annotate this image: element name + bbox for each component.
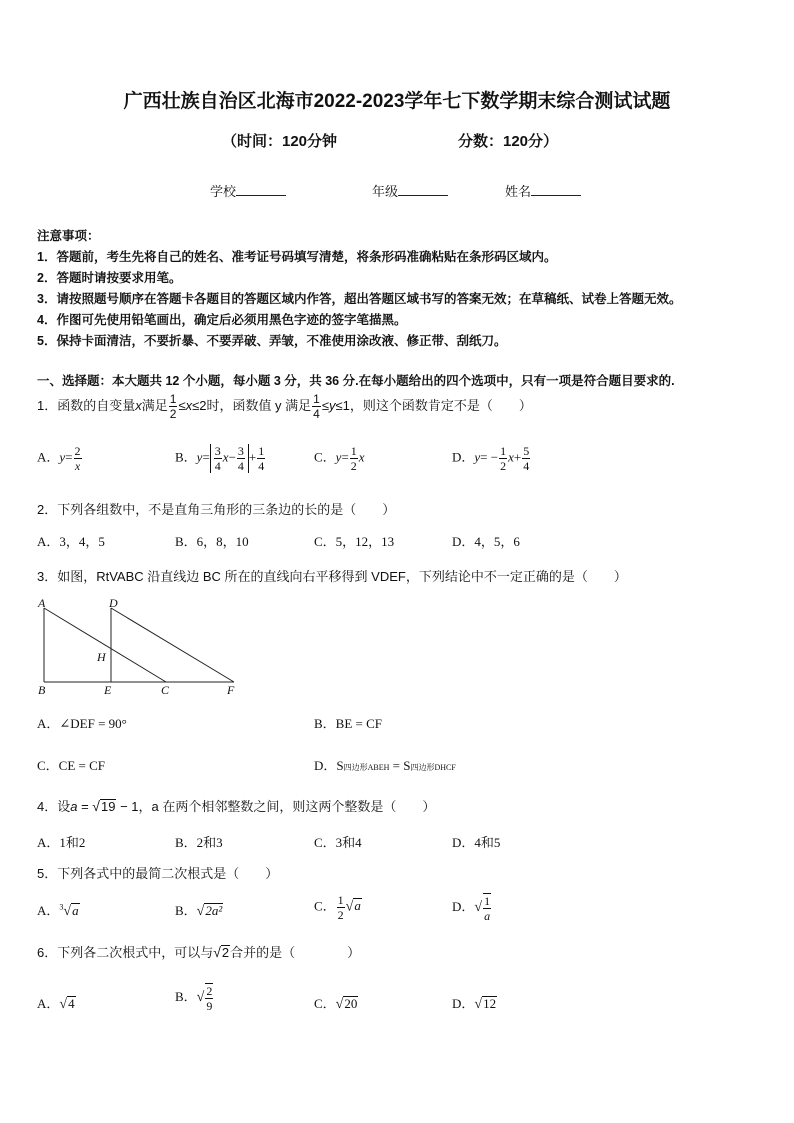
q3-option-b[interactable]: B．BE = CF	[314, 716, 383, 731]
q5-option-a[interactable]: A．$^3$√a	[37, 902, 79, 919]
fraction: $\frac{1}{2}$	[169, 392, 177, 421]
label-a: A	[38, 596, 46, 610]
notice-item: 1．答题前，考生先将自己的姓名、准考证号码填写清楚，将条形码准确粘贴在条形码区域内。	[37, 250, 557, 264]
q4-option-a[interactable]: A．1和2	[37, 835, 86, 850]
q1-option-d[interactable]: D．y= − $\frac{1}{2}$ x+ $\frac{5}{4}$	[452, 444, 530, 473]
q6-option-d[interactable]: D．√12	[452, 996, 497, 1012]
label-e: E	[104, 683, 112, 696]
label-f: F	[227, 683, 235, 696]
q4-option-c[interactable]: C．3和4	[314, 835, 362, 850]
label-b: B	[38, 683, 46, 696]
q4-option-d[interactable]: D．4和5	[452, 835, 501, 850]
label-d: D	[109, 596, 118, 610]
question-1-stem: 1．函数的自变量x满足 $\frac{1}{2}$ ≤x≤2时，函数值 y 满足 $\frac{1}{4}$ ≤y≤1，则这个函数肯定不是（ ）	[37, 392, 532, 421]
grade-blank[interactable]	[398, 183, 448, 196]
score-label: 分数：120分）	[458, 133, 559, 150]
segment-df	[111, 608, 234, 682]
q3-option-d[interactable]: D．S四边形ABEH = S四边形DHCF	[314, 758, 456, 773]
time-label: （时间：120分钟	[222, 133, 338, 150]
q2-option-d[interactable]: D．4，5，6	[452, 534, 520, 549]
notice-item: 4．作图可先使用铅笔画出，确定后必须用黑色字迹的签字笔描黑。	[37, 313, 407, 327]
triangle-translation-figure	[34, 596, 244, 696]
school-blank[interactable]	[236, 183, 286, 196]
q2-option-a[interactable]: A．3，4，5	[37, 534, 105, 549]
label-c: C	[161, 683, 170, 696]
q6-option-a[interactable]: A．√4	[37, 996, 75, 1012]
q4-option-b[interactable]: B．2和3	[175, 835, 223, 850]
question-4-stem: 4．设a = √19 − 1，a 在两个相邻整数之间，则这两个整数是（ ）	[37, 798, 436, 814]
notice-item: 5．保持卡面清洁，不要折暴、不要弄破、弄皱，不准使用涂改液、修正带、刮纸刀。	[37, 334, 507, 348]
q5-option-b[interactable]: B．√2a²	[175, 903, 223, 919]
name-label: 姓名	[505, 184, 532, 199]
q3-option-c[interactable]: C．CE = CF	[37, 758, 106, 773]
label-h: H	[97, 650, 106, 664]
question-6-stem: 6．下列各二次根式中，可以与√2合并的是（ ）	[37, 944, 361, 960]
question-5-stem: 5．下列各式中的最简二次根式是（ ）	[37, 866, 279, 881]
grade-label: 年级	[372, 184, 399, 199]
fraction: $\frac{1}{4}$	[313, 392, 320, 421]
q3-option-a[interactable]: A．∠DEF = 90°	[37, 716, 127, 731]
q6-option-b[interactable]: B．√ $\frac{2}{9}$	[175, 984, 213, 1013]
q1-option-a[interactable]: A．y= $\frac{2}{x}$	[37, 444, 81, 473]
question-3-stem: 3．如图，RtVABC 沿直线边 BC 所在的直线向右平移得到 VDEF，下列结论中不一定正确的是（ ）	[37, 569, 627, 584]
school-field	[210, 181, 286, 200]
q2-option-b[interactable]: B．6，8，10	[175, 534, 249, 549]
section-heading: 一、选择题：本大题共 12 个小题，每小题 3 分，共 36 分.在每小题给出的四个选项中，只有一项是符合题目要求的.	[37, 374, 675, 388]
segment-ac	[44, 608, 166, 682]
page-title: 广西壮族自治区北海市2022-2023学年七下数学期末综合测试试题	[123, 91, 671, 112]
notice-item: 2．答题时请按要求用笔。	[37, 271, 182, 285]
notice-item: 3．请按照题号顺序在答题卡各题目的答题区域内作答，超出答题区域书写的答案无效；在草稿纸、试卷上答题无效。	[37, 292, 682, 306]
grade-field	[372, 181, 448, 200]
q6-option-c[interactable]: C．√20	[314, 996, 358, 1012]
name-blank[interactable]	[531, 183, 581, 196]
school-label: 学校	[210, 184, 237, 199]
q5-option-d[interactable]: D．√ $\frac{1}{a}$	[452, 894, 491, 923]
question-2-stem: 2．下列各组数中，不是直角三角形的三条边的长的是（ ）	[37, 502, 396, 517]
q1-option-b[interactable]: B．y= $\frac{3}{4}$ x− $\frac{3}{4}$ + $\frac{1}{4}$	[175, 444, 265, 473]
q2-option-c[interactable]: C．5，12，13	[314, 534, 395, 549]
name-field	[505, 181, 581, 200]
q1-option-c[interactable]: C．y= $\frac{1}{2}$ x	[314, 444, 365, 473]
notice-heading: 注意事项：	[37, 229, 100, 243]
q5-option-c[interactable]: C． $\frac{1}{2}$ √a	[314, 893, 361, 922]
